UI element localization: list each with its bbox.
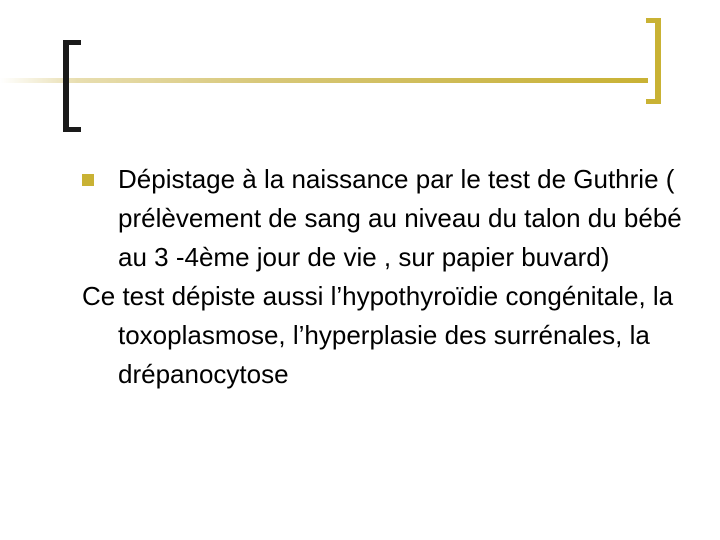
- left-bracket-bottom: [63, 127, 81, 132]
- paragraph-text: Ce test dépiste aussi l’hypothyroïdie congénitale, la toxoplasmose, l’hyperplasie des surrénales, la drépanocytose: [82, 281, 674, 389]
- square-bullet-icon: [82, 174, 94, 186]
- right-bracket-top: [646, 18, 661, 23]
- slide-title: [90, 40, 630, 76]
- bullet-text: Dépistage à la naissance par le test de Guthrie ( prélèvement de sang au niveau du talon du bébé au 3 -4ème jour de vie , sur papier buvard): [118, 164, 682, 272]
- bullet-item: [82, 160, 682, 277]
- right-bracket-bar: [655, 18, 661, 104]
- slide-content: [82, 160, 682, 394]
- left-bracket-bar: [63, 40, 69, 132]
- right-bracket-bottom: [646, 99, 661, 104]
- title-underline: [0, 78, 648, 83]
- left-bracket-top: [63, 40, 81, 45]
